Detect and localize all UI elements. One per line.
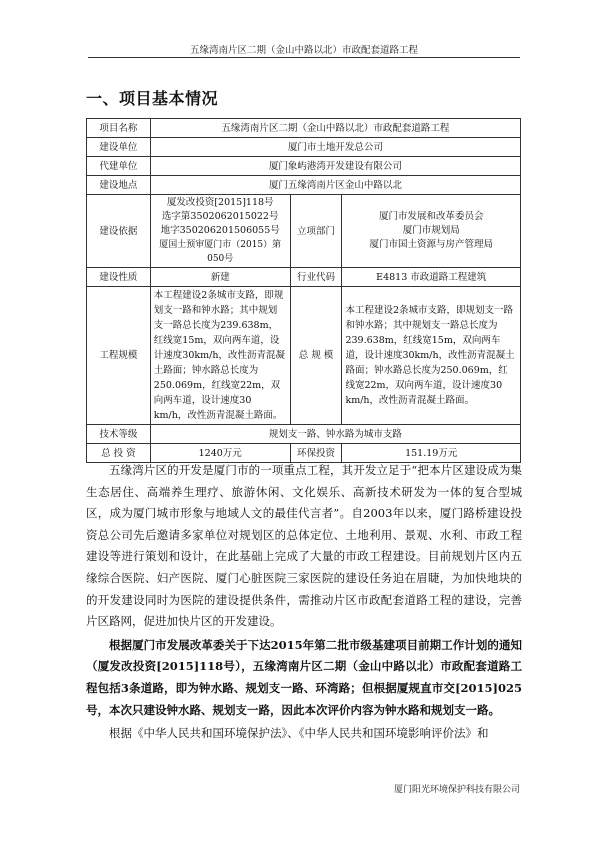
basis-line: 地字350206201506055号	[160, 225, 280, 236]
total-scale-text: 本工程建设2条城市支路，即规划支一路和钟水路；其中规划支一路总长度为239.638m，红线宽15m，双向两车道，设计速度30km/h，改性沥青混凝土路面；钟水路总长度为250.069m，红线宽22m，双向两车道，设计速度30 km/h，改性沥青混凝土路面。	[342, 287, 521, 425]
grade-value: 规划支一路、钟水路为城市支路	[150, 425, 520, 444]
builder-value: 厦门市土地开发总公司	[150, 138, 520, 157]
table-row	[87, 268, 521, 287]
header-rule	[88, 57, 520, 58]
agent-label: 代建单位	[87, 157, 151, 176]
location-value: 厦门五缘湾南片区金山中路以北	[150, 176, 520, 195]
scale-label: 工程规模	[87, 287, 151, 425]
body-text	[86, 460, 522, 745]
industry-label: 行业代码	[290, 268, 342, 287]
table-row	[87, 119, 521, 138]
section-title: 一、项目基本情况	[86, 89, 219, 108]
project-name-label: 项目名称	[87, 119, 151, 138]
dept-line: 厦门市发展和改革委员会	[378, 211, 484, 222]
table-row	[87, 287, 521, 425]
project-info-table	[86, 118, 521, 463]
paragraph-overview: 五缘湾片区的开发是厦门市的一项重点工程，其开发立足于“把本片区建设成为集生态居住、高端养生理疗、旅游休闲、文化娱乐、高新技术研发为一体的复合型城区，成为厦门城市形象与地域人文的最佳代言者”。自2003年以来，厦门路桥建设投资总公司先后邀请多家单位对规划区的总体定位、土地利用、景观、水利、市政工程建设等进行策划和设计，在此基础上完成了大量的市政工程建设。目前规划片区内五缘综合医院、妇产医院、厦门心脏医院三家医院的建设任务迫在眉睫，为加快地块的的开发建设同时为医院的建设提供条件，需推动片区市政配套道路工程的建设，完善片区路网，促进加快片区的开发建设。	[86, 463, 522, 629]
basis-line: 选字第3502062015022号	[161, 211, 279, 222]
table-row	[87, 157, 521, 176]
agent-value: 厦门象屿港湾开发建设有限公司	[150, 157, 520, 176]
paragraph-basis: 根据厦门市发展改革委关于下达2015年第二批市级基建项目前期工作计划的通知（厦发改投资[2015]118号），五缘湾南片区二期（金山中路以北）市政配套道路工程包括3条道路，即为钟水路、规划支一路、环湾路；但根据厦规直市交[2015]025号，本次只建设钟水路、规划支一路，因此本次评价内容为钟水路和规划支一路。	[86, 637, 522, 717]
invest-value: 1240万元	[150, 444, 290, 463]
dept-line: 厦门市国土资源与房产管理局	[369, 239, 493, 250]
scale-text: 本工程建设2条城市支路，即规划支一路和钟水路；其中规划支一路总长度为239.638m，红线宽15m，双向两车道，设计速度30km/h，改性沥青混凝土路面；钟水路总长度为250.069m，红线宽22m，双向两车道，设计速度30 km/h，改性沥青混凝土路面。	[150, 287, 290, 425]
basis-label: 建设依据	[87, 195, 151, 268]
nature-label: 建设性质	[87, 268, 151, 287]
basis-value	[150, 195, 290, 268]
running-header: 五缘湾南片区二期（金山中路以北）市政配套道路工程	[189, 45, 418, 56]
basis-line: 厦国土预审厦门市（2015）第050号	[159, 240, 282, 264]
industry-value: E4813 市政道路工程建筑	[342, 268, 521, 287]
project-name-value: 五缘湾南片区二期（金山中路以北）市政配套道路工程	[150, 119, 520, 138]
nature-value: 新建	[150, 268, 290, 287]
env-invest-value: 151.19万元	[342, 444, 521, 463]
dept-label: 立项部门	[290, 195, 342, 268]
table-row	[87, 176, 521, 195]
table-row	[87, 138, 521, 157]
total-scale-label: 总 规 模	[290, 287, 342, 425]
dept-value	[342, 195, 521, 268]
env-invest-label: 环保投资	[290, 444, 342, 463]
table-row	[87, 425, 521, 444]
table-row	[87, 195, 521, 268]
footer-company: 厦门阳光环境保护科技有限公司	[393, 785, 520, 795]
grade-label: 技术等级	[87, 425, 151, 444]
invest-label: 总 投 资	[87, 444, 151, 463]
dept-line: 厦门市规划局	[402, 225, 460, 236]
builder-label: 建设单位	[87, 138, 151, 157]
location-label: 建设地点	[87, 176, 151, 195]
paragraph-law: 根据《中华人民共和国环境保护法》、《中华人民共和国环境影响评价法》和	[109, 726, 489, 741]
basis-line: 厦发改投资[2015]118号	[166, 197, 274, 208]
